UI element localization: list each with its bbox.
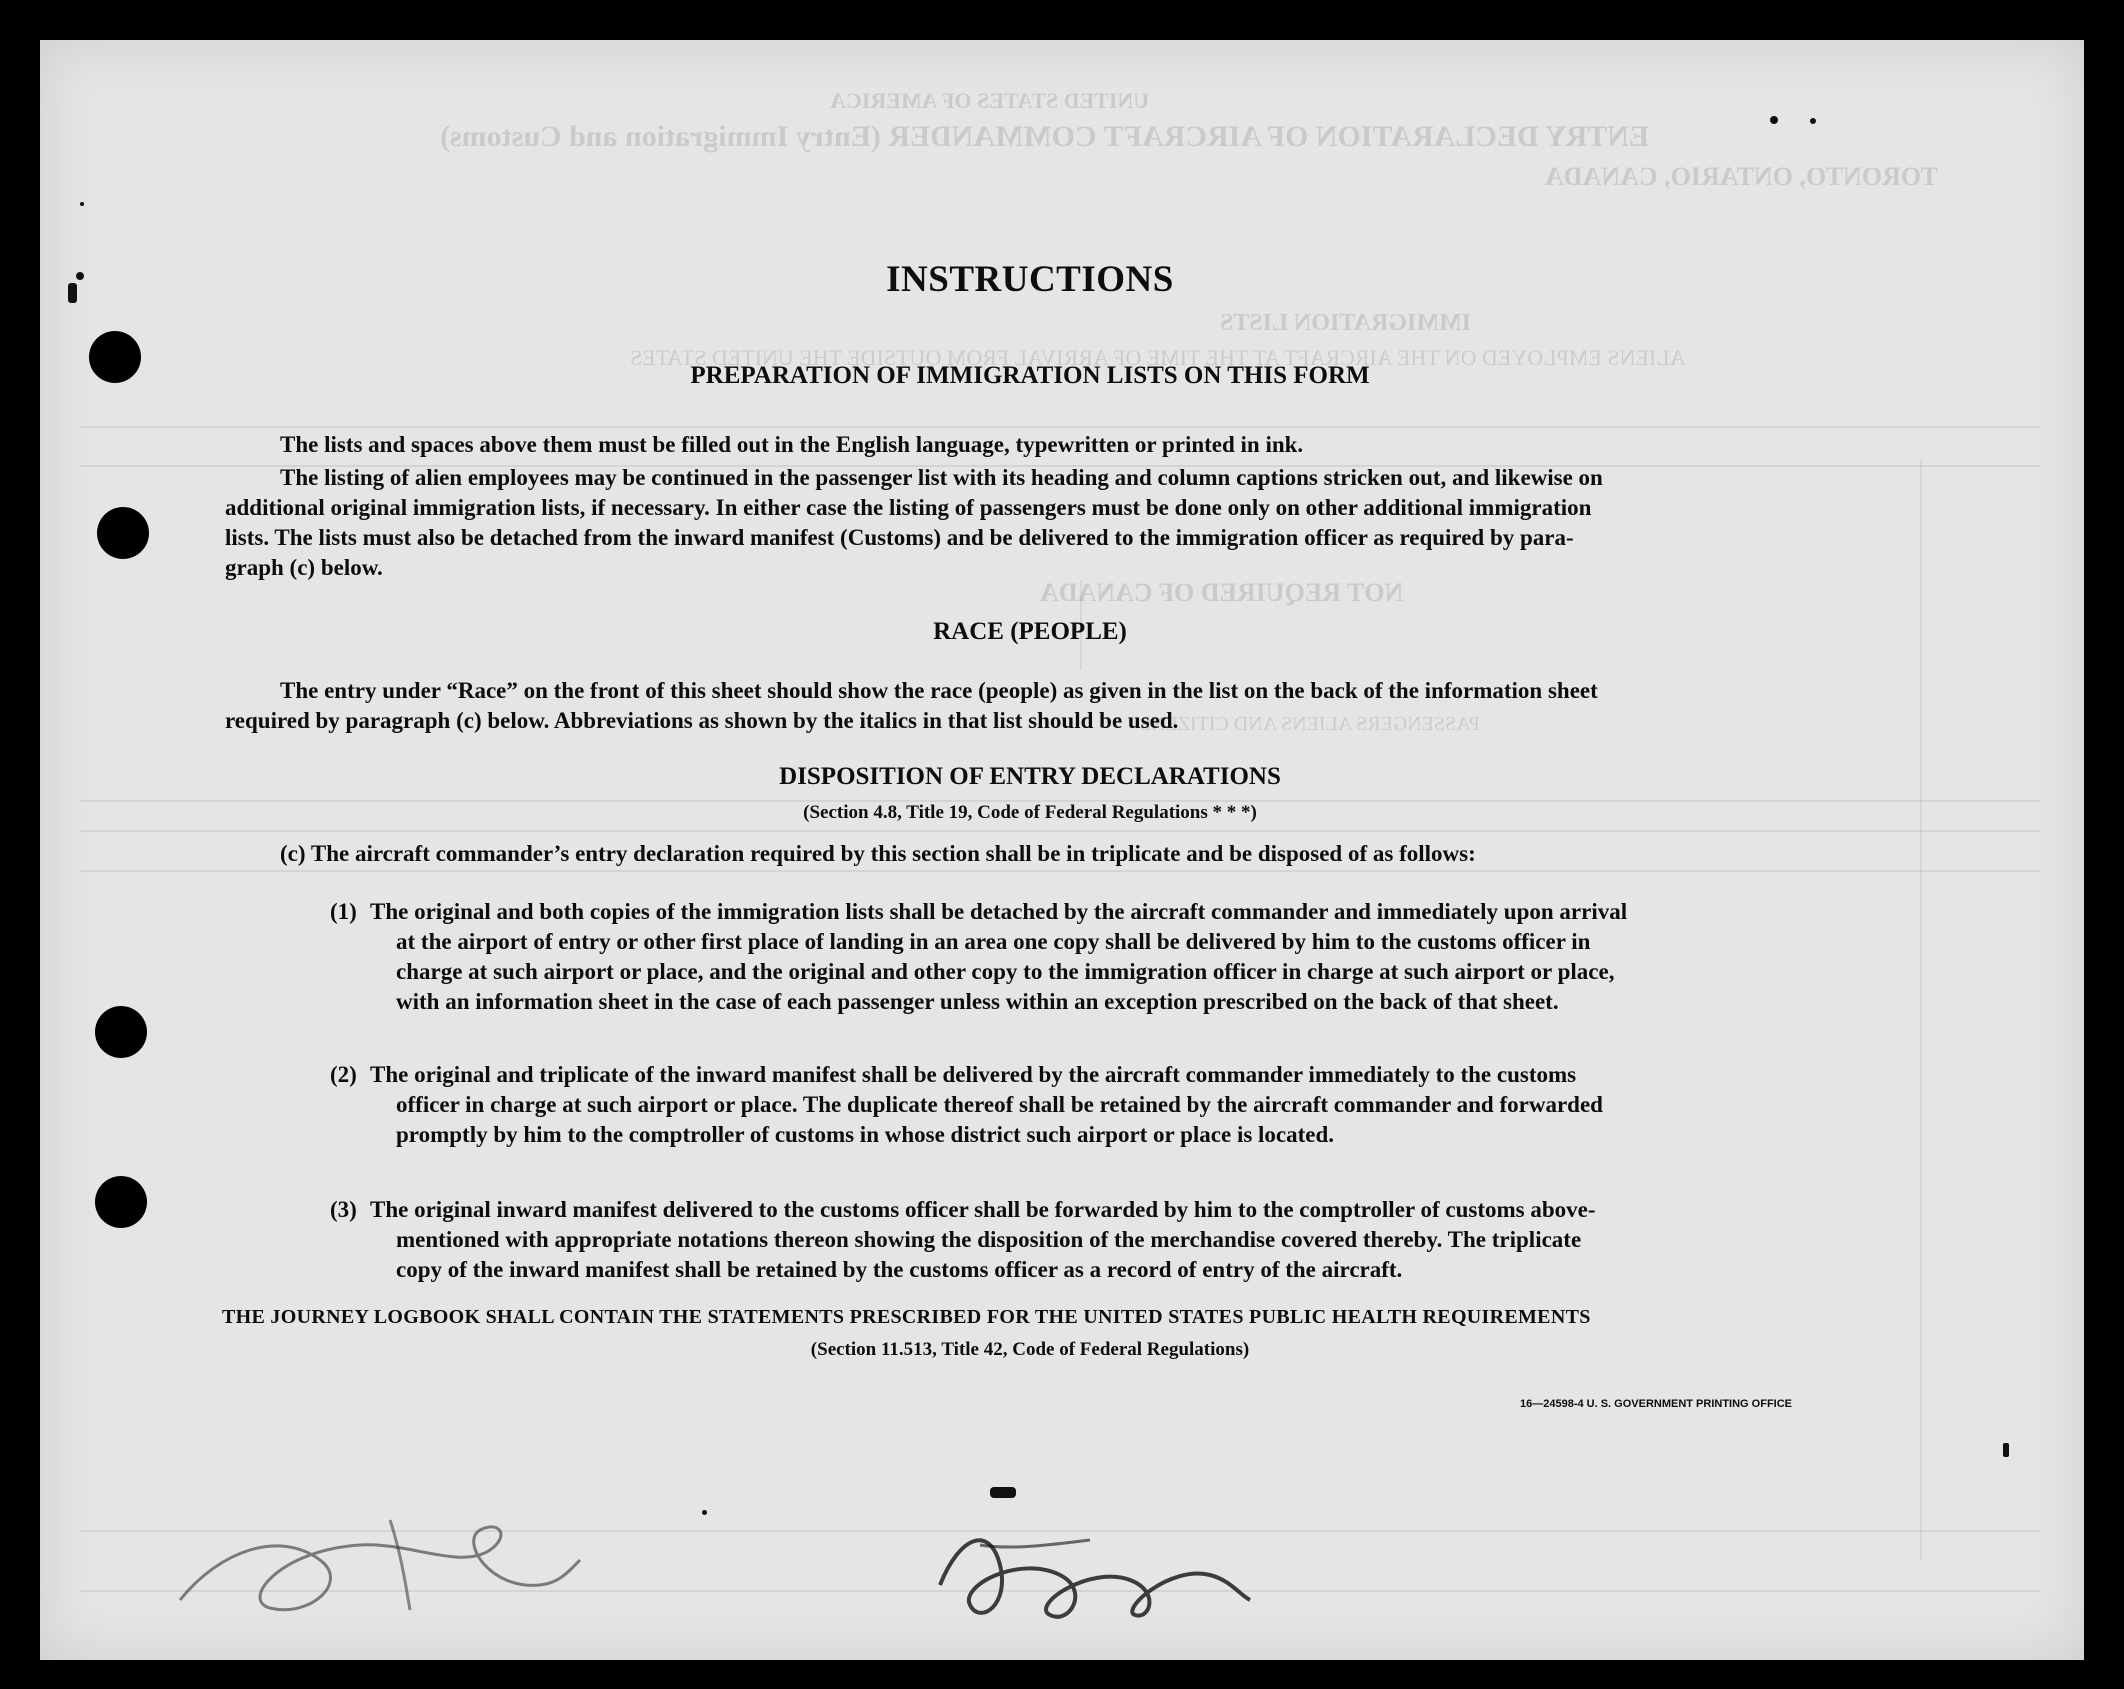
paragraph-line: additional original immigration lists, if necessary. In either case the listing of passengers must be done only on other additional immigration (225, 495, 1592, 520)
paragraph-race (225, 676, 1935, 736)
health-requirements-citation: (Section 11.513, Title 42, Code of Federal Regulations) (810, 1339, 1250, 1360)
bleed-through-line: NOT REQUIRED OF CANADA (1040, 578, 1404, 607)
item-line: The original and triplicate of the inward manifest shall be delivered by the aircraft commander immediately to the customs (370, 1062, 1577, 1087)
item-line: The original and both copies of the immigration lists shall be detached by the aircraft commander and immediately upon arrival (370, 899, 1628, 924)
item-line: copy of the inward manifest shall be retained by the customs officer as a record of entry of the aircraft. (396, 1257, 1403, 1282)
bleed-through-line: ALIENS EMPLOYED ON THE AIRCRAFT AT THE TIME OF ARRIVAL FROM OUTSIDE THE UNITED STATES (630, 345, 1686, 370)
item-line: officer in charge at such airport or place. The duplicate thereof shall be retained by the aircraft commander and forwarded (396, 1092, 1603, 1117)
paragraph-preparation-2 (225, 463, 1935, 583)
health-requirements-line: THE JOURNEY LOGBOOK SHALL CONTAIN THE STATEMENTS PRESCRIBED FOR THE UNITED STATES PUBLIC HEALTH REQUIREMENTS (222, 1306, 1591, 1328)
item-number: (2) (330, 1062, 357, 1087)
paragraph-disposition-intro: (c) The aircraft commander’s entry declaration required by this section shall be in triplicate and be disposed of as follows: (280, 841, 1476, 866)
section-title-disposition: DISPOSITION OF ENTRY DECLARATIONS (779, 763, 1281, 790)
bleed-through-line: IMMIGRATION LISTS (1220, 310, 1471, 336)
paragraph-line: lists. The lists must also be detached from the inward manifest (Customs) and be delivered to the immigration officer as required by para- (225, 525, 1574, 550)
paragraph-line: The entry under “Race” on the front of this sheet should show the race (people) as given in the list on the back of the information sheet (280, 678, 1598, 703)
bleed-through-line: PASSENGERS ALIENS AND CITIZENS (1140, 713, 1480, 735)
section-title-preparation: PREPARATION OF IMMIGRATION LISTS ON THIS FORM (690, 362, 1370, 389)
signature-center (920, 1505, 1260, 1645)
paragraph-preparation-1: The lists and spaces above them must be filled out in the English language, typewritten or printed in ink. (280, 432, 1304, 457)
printer-imprint: 16—24598-4 U. S. GOVERNMENT PRINTING OFFICE (1520, 1398, 1793, 1410)
signature-left (160, 1490, 600, 1640)
bleed-through-line: UNITED STATES OF AMERICA (830, 88, 1150, 113)
paragraph-line: graph (c) below. (225, 555, 383, 580)
punch-hole (97, 507, 149, 559)
citation-disposition: (Section 4.8, Title 19, Code of Federal Regulations * * *) (803, 802, 1257, 823)
paragraph-line: The listing of alien employees may be continued in the passenger list with its heading and column captions stricken out, and likewise on (280, 465, 1603, 490)
document-sheet (40, 40, 2084, 1660)
item-line: The original inward manifest delivered to the customs officer shall be forwarded by him to the comptroller of customs above- (370, 1197, 1596, 1222)
paragraph-line: required by paragraph (c) below. Abbreviations as shown by the italics in that list should be used. (225, 708, 1179, 733)
item-line: charge at such airport or place, and the original and other copy to the immigration officer in charge at such airport or place, (396, 959, 1615, 984)
item-number: (1) (330, 899, 357, 924)
section-title-race: RACE (PEOPLE) (933, 618, 1127, 645)
item-line: at the airport of entry or other first place of landing in an area one copy shall be delivered by him to the customs officer in (396, 929, 1591, 954)
punch-hole (95, 1176, 147, 1228)
punch-hole (95, 1006, 147, 1058)
item-line: mentioned with appropriate notations thereon showing the disposition of the merchandise covered thereby. The triplicate (396, 1227, 1582, 1252)
item-line: promptly by him to the comptroller of customs in whose district such airport or place is located. (396, 1122, 1335, 1147)
item-line: with an information sheet in the case of each passenger unless within an exception prescribed on the back of that sheet. (396, 989, 1559, 1014)
bleed-through-line: TORONTO, ONTARIO, CANADA (1545, 162, 1938, 191)
item-number: (3) (330, 1197, 357, 1222)
bleed-through-line: ENTRY DECLARATION OF AIRCRAFT COMMANDER (Entry Immigration and Customs) (440, 120, 1649, 153)
page-title: INSTRUCTIONS (886, 259, 1174, 300)
